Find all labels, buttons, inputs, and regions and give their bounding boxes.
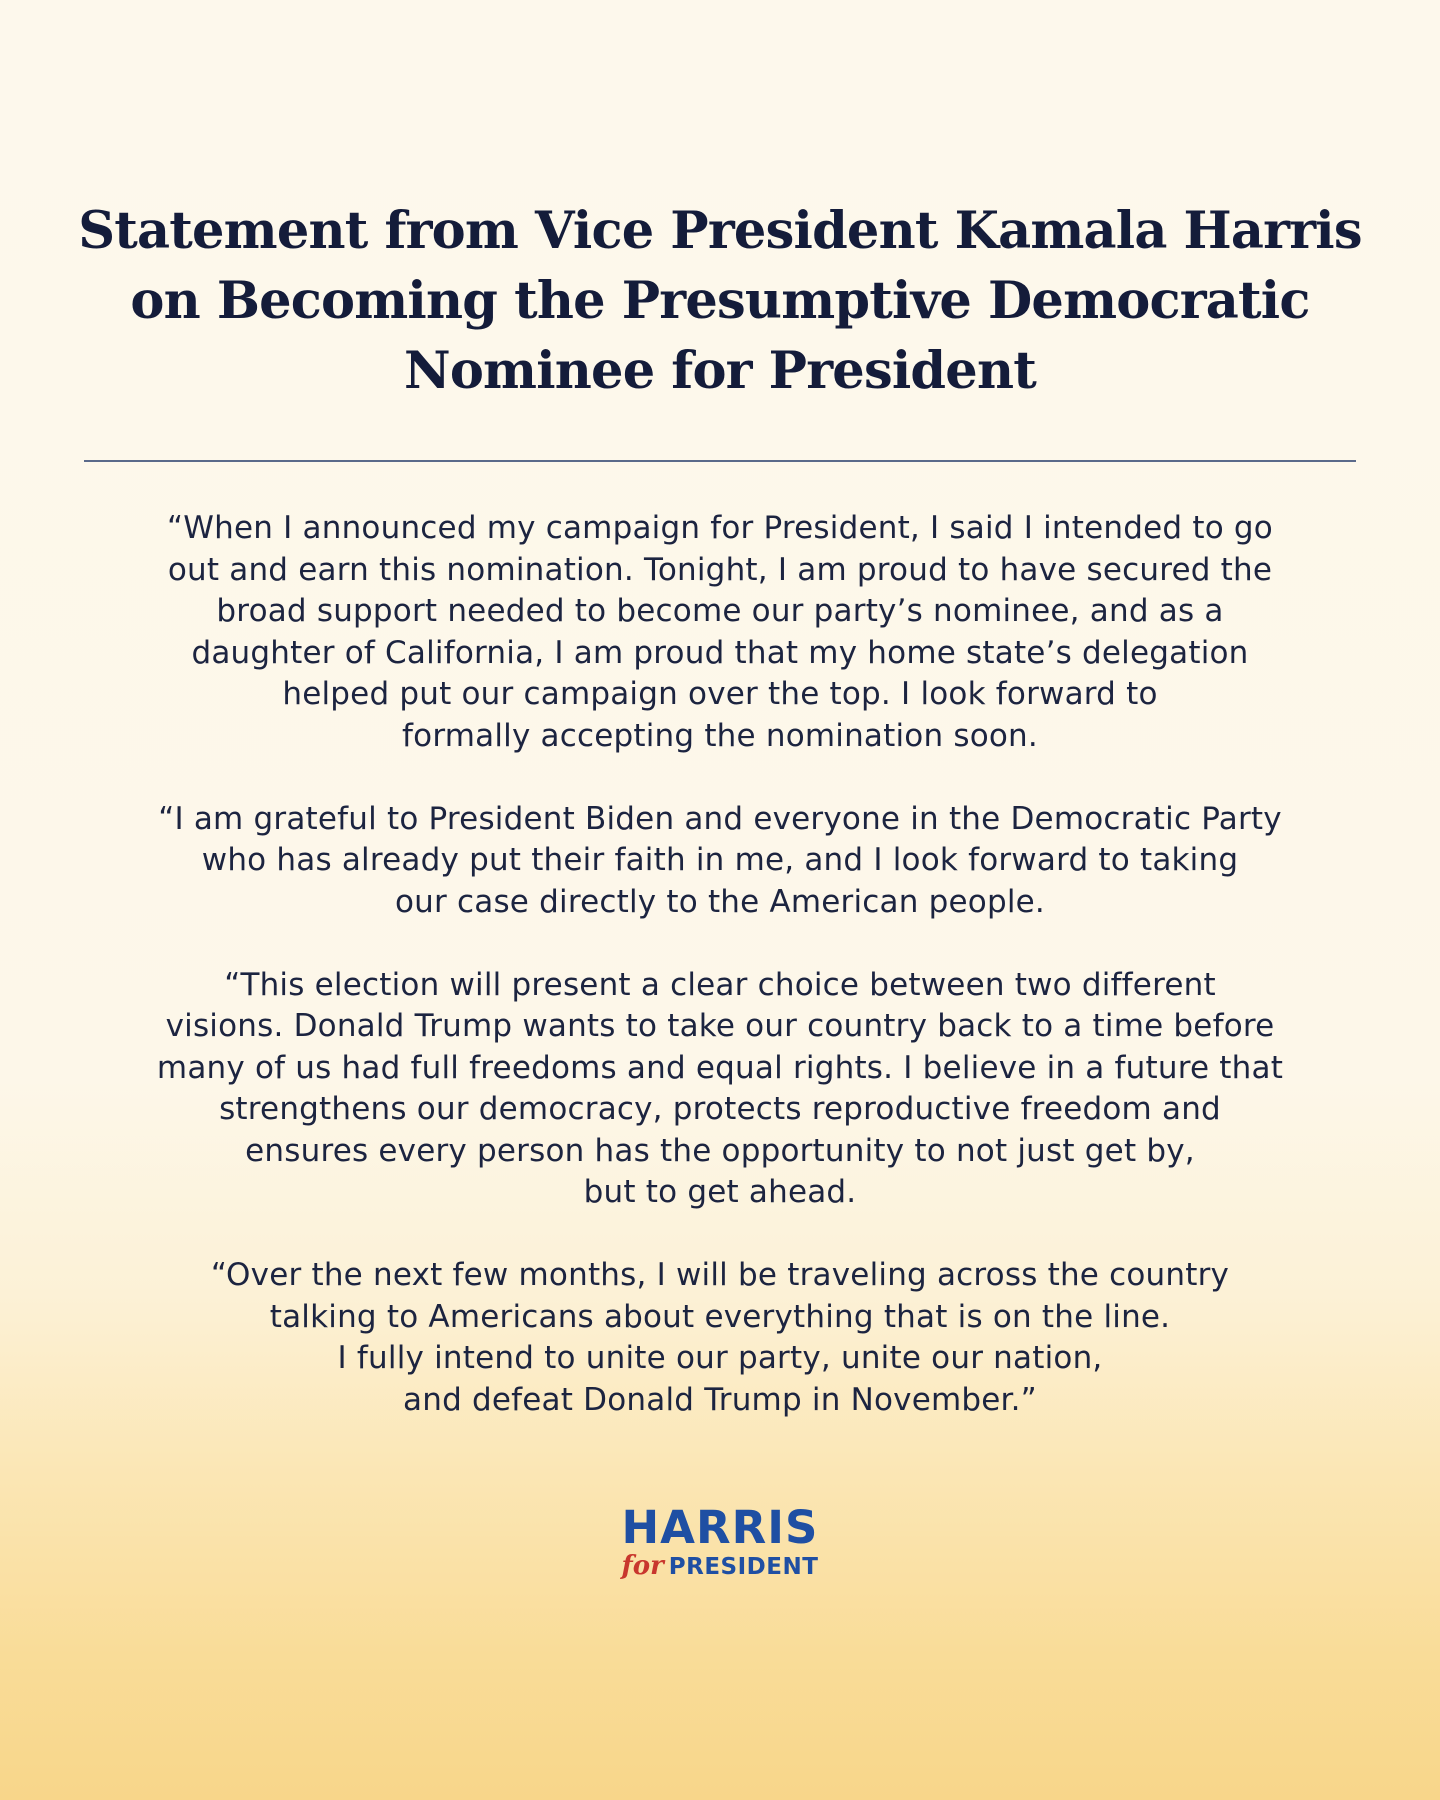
paragraph-1 <box>60 508 1380 757</box>
paragraph-line: ensures every person has the opportunity to not just get by, <box>245 1132 1195 1169</box>
paragraph-4 <box>60 1255 1380 1421</box>
paragraph-line: our case directly to the American people. <box>395 883 1045 920</box>
logo-president: PRESIDENT <box>668 1554 819 1580</box>
paragraph-line: but to get ahead. <box>583 1174 857 1210</box>
paragraph-line: out and earn this nomination. Tonight, I am proud to have secured the <box>167 551 1273 588</box>
paragraph-line: I fully intend to unite our party, unite our nation, <box>337 1340 1103 1376</box>
paragraph-line: strengthens our democracy, protects reproductive freedom and <box>219 1091 1221 1127</box>
paragraph-line: daughter of California, I am proud that my home state’s delegation <box>191 634 1249 671</box>
paragraph-3 <box>60 965 1380 1214</box>
title-divider <box>84 460 1356 462</box>
paragraph-2 <box>60 799 1380 924</box>
paragraph-line: broad support needed to become our party’s nominee, and as a <box>216 593 1224 629</box>
paragraph-line: many of us had full freedoms and equal rights. I believe in a future that <box>156 1049 1284 1086</box>
paragraph-line: formally accepting the nomination soon. <box>402 717 1038 754</box>
paragraph-line: talking to Americans about everything that is on the line. <box>269 1298 1171 1335</box>
harris-for-president-logo <box>600 1501 840 1581</box>
paragraph-line: and defeat Donald Trump in November.” <box>403 1381 1037 1418</box>
statement-body <box>60 508 1380 1463</box>
paragraph-line: who has already put their faith in me, and I look forward to taking <box>201 842 1239 878</box>
paragraph-line: helped put our campaign over the top. I look forward to <box>282 676 1158 712</box>
title-line: Nominee for President <box>404 341 1036 401</box>
title-line: Statement from Vice President Kamala Harris <box>78 201 1362 261</box>
logo-for: for <box>621 1551 664 1581</box>
paragraph-line: “This election will present a clear choice between two different <box>224 966 1216 1003</box>
paragraph-line: visions. Donald Trump wants to take our country back to a time before <box>165 1008 1275 1044</box>
logo-harris: HARRIS <box>621 1501 819 1554</box>
logo-subline <box>600 1551 840 1581</box>
title-line: on Becoming the Presumptive Democratic <box>130 271 1310 331</box>
paragraph-line: “When I announced my campaign for President, I said I intended to go <box>167 510 1273 546</box>
paragraph-line: “Over the next few months, I will be traveling across the country <box>210 1257 1230 1293</box>
statement-title <box>70 196 1370 406</box>
paragraph-line: “I am grateful to President Biden and everyone in the Democratic Party <box>158 800 1282 837</box>
